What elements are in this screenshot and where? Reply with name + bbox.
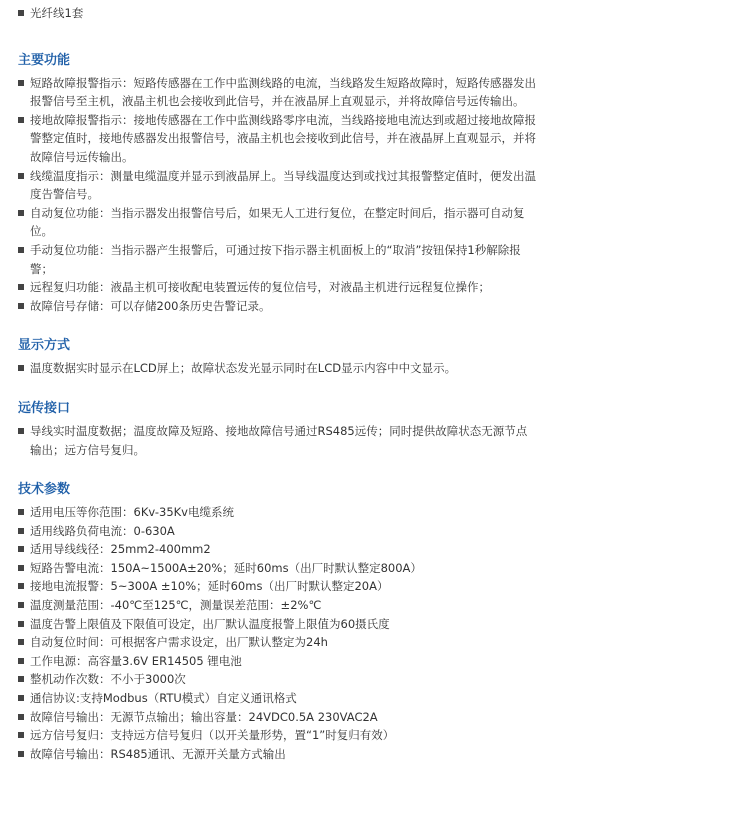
bullet-square-icon	[18, 602, 24, 608]
list-item-text: 光纤线1套	[30, 6, 84, 20]
bullet-square-icon	[18, 732, 24, 738]
bullet-square-icon	[18, 751, 24, 757]
section-tech-params	[18, 481, 538, 763]
list-item	[18, 4, 538, 23]
list-item: 故障信号输出：RS485通讯、无源开关量方式输出	[18, 745, 538, 764]
list-item: 通信协议:支持Modbus（RTU模式）自定义通讯格式	[18, 689, 538, 708]
list-item: 导线实时温度数据；温度故障及短路、接地故障信号通过RS485远传；同时提供故障状态无源节点输出；远方信号复归。	[18, 422, 538, 459]
params-list	[18, 503, 538, 763]
section-title: 远传接口	[18, 400, 71, 416]
list-item: 自动复位时间：可根据客户需求设定，出厂默认整定为24h	[18, 633, 538, 652]
list-item: 短路告警电流：150A~1500A±20%；延时60ms（出厂时默认整定800A）	[18, 559, 538, 578]
list-item: 自动复位功能：当指示器发出报警信号后，如果无人工进行复位，在整定时间后，指示器可自动复位。	[18, 204, 538, 241]
bullet-square-icon	[18, 80, 24, 86]
bullet-square-icon	[18, 583, 24, 589]
bullet-square-icon	[18, 528, 24, 534]
bullet-square-icon	[18, 509, 24, 515]
bullet-square-icon	[18, 173, 24, 179]
bullet-square-icon	[18, 365, 24, 371]
list-item: 手动复位功能：当指示器产生报警后，可通过按下指示器主机面板上的“取消”按钮保持1秒解除报警；	[18, 241, 538, 278]
list-item: 适用线路负荷电流：0-630A	[18, 522, 538, 541]
list-item: 温度测量范围：-40℃至125℃，测量误差范围：±2%℃	[18, 596, 538, 615]
bullet-square-icon	[18, 546, 24, 552]
bullet-square-icon	[18, 210, 24, 216]
list-item: 温度数据实时显示在LCD屏上；故障状态发光显示同时在LCD显示内容中中文显示。	[18, 359, 538, 378]
list-item: 接地故障报警指示：接地传感器在工作中监测线路零序电流，当线路接地电流达到或超过接地故障报警整定值时，接地传感器发出报警信号，液晶主机也会接收到此信号，并在液晶屏上直观显示，并将故障信号远传输出。	[18, 111, 538, 167]
section-main-functions	[18, 52, 538, 316]
list-item: 短路故障报警指示：短路传感器在工作中监测线路的电流，当线路发生短路故障时，短路传感器发出报警信号至主机，液晶主机也会接收到此信号，并在液晶屏上直观显示，并将故障信号远传输出。	[18, 74, 538, 111]
bullet-square-icon	[18, 621, 24, 627]
list-item: 温度告警上限值及下限值可设定，出厂默认温度报警上限值为60摄氏度	[18, 615, 538, 634]
bullet-square-icon	[18, 117, 24, 123]
bullet-square-icon	[18, 284, 24, 290]
list-item: 接地电流报警：5~300A ±10%；延时60ms（出厂时默认整定20A）	[18, 577, 538, 596]
list-item: 远方信号复归：支持远方信号复归（以开关量形势，置“1”时复归有效）	[18, 726, 538, 745]
bullet-square-icon	[18, 695, 24, 701]
list-item: 故障信号输出：无源节点输出；输出容量：24VDC0.5A 230VAC2A	[18, 708, 538, 727]
bullet-square-icon	[18, 428, 24, 434]
list-item: 工作电源：高容量3.6V ER14505 锂电池	[18, 652, 538, 671]
spec-document	[18, 0, 538, 763]
bullet-square-icon	[18, 247, 24, 253]
list-item: 适用导线线径：25mm2-400mm2	[18, 540, 538, 559]
bullet-square-icon	[18, 10, 24, 16]
list-item: 故障信号存储：可以存储200条历史告警记录。	[18, 297, 538, 316]
bullet-square-icon	[18, 303, 24, 309]
bullet-square-icon	[18, 658, 24, 664]
bullet-square-icon	[18, 565, 24, 571]
list-item: 远程复归功能：液晶主机可接收配电装置远传的复位信号，对液晶主机进行远程复位操作；	[18, 278, 538, 297]
interface-list	[18, 422, 538, 459]
section-remote-interface	[18, 400, 538, 459]
section-title: 技术参数	[18, 482, 71, 498]
list-item: 适用电压等你范围：6Kv-35Kv电缆系统	[18, 503, 538, 522]
bullet-square-icon	[18, 676, 24, 682]
function-list	[18, 74, 538, 316]
list-item: 线缆温度指示：测量电缆温度并显示到液晶屏上。当导线温度达到或找过其报警整定值时，便发出温度告警信号。	[18, 167, 538, 204]
section-title: 主要功能	[18, 52, 71, 68]
display-list	[18, 359, 538, 378]
bullet-square-icon	[18, 639, 24, 645]
section-title: 显示方式	[18, 338, 71, 354]
section-display-mode	[18, 337, 538, 378]
bullet-square-icon	[18, 714, 24, 720]
list-item: 整机动作次数：不小于3000次	[18, 670, 538, 689]
